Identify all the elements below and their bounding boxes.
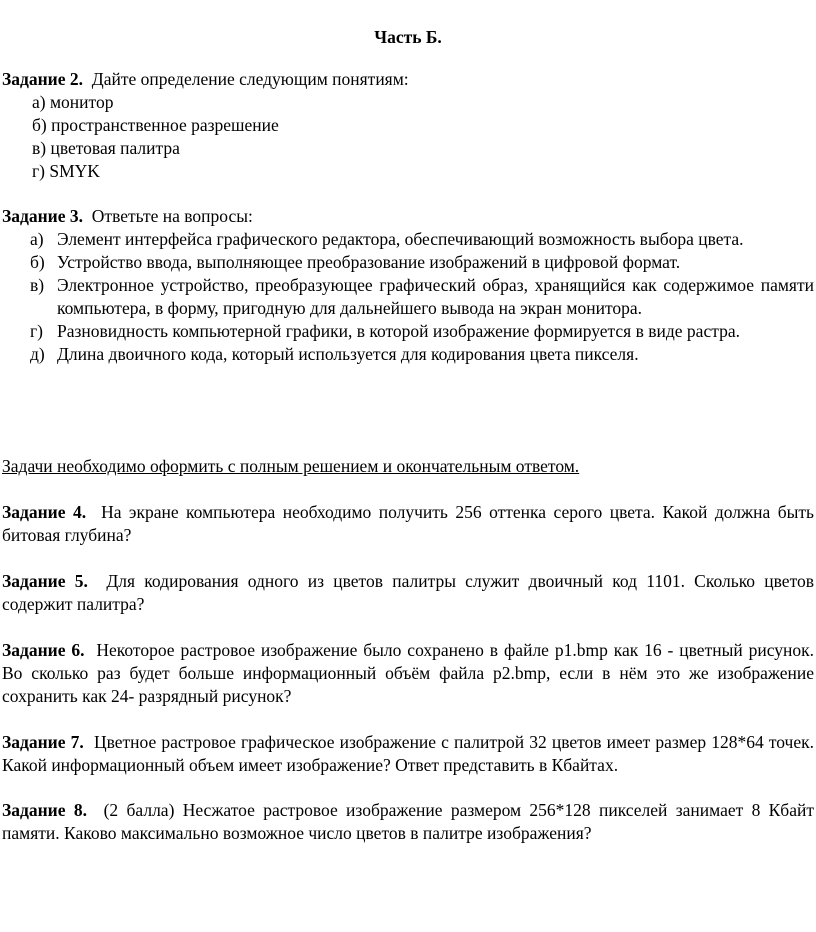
task-3-item-letter: б) [30,252,45,272]
task-7-text: Цветное растровое графическое изображение с палитрой 32 цветов имеет размер 128*64 точек. Какой информационный объем имеет изображение? Ответ представить в Кбайтах. [2,732,814,775]
task-3-item-letter: г) [30,321,44,341]
task-2-text: Дайте определение следующим понятиям: [91,69,409,89]
task-3-item-text: Устройство ввода, выполняющее преобразование изображений в цифровой формат. [57,252,681,272]
task-8-label: Задание 8. [2,800,87,820]
task-2 [2,68,814,183]
instructions-note: Задачи необходимо оформить с полным решением и окончательным ответом. [2,456,580,476]
task-3-item-text: Разновидность компьютерной графики, в которой изображение формируется в виде растра. [57,321,740,341]
task-2-item: б) пространственное разрешение [32,115,279,135]
task-8 [2,799,814,845]
task-3 [2,205,814,366]
task-3-item [2,251,814,274]
task-5-label: Задание 5. [2,571,88,591]
task-2-item: г) SMYK [32,161,100,181]
task-6-text: Некоторое растровое изображение было сохранено в файле p1.bmp как 16 - цветный рисунок. Во сколько раз будет больше информационный объём файла p2.bmp, если в нём это же изображение сохранить как 24- разрядный рисунок? [2,640,814,706]
task-3-heading [2,205,814,228]
task-3-item [2,228,814,251]
task-5 [2,570,814,616]
task-3-label: Задание 3. [2,206,84,226]
task-6-label: Задание 6. [2,640,85,660]
task-3-item-letter: а) [30,229,44,249]
task-2-label: Задание 2. [2,69,84,89]
task-6 [2,639,814,708]
task-3-item [2,320,814,343]
task-7-label: Задание 7. [2,732,84,752]
task-7 [2,731,814,777]
task-4-text: На экране компьютера необходимо получить 256 оттенка серого цвета. Какой должна быть битовая глубина? [2,502,815,545]
task-3-text: Ответьте на вопросы: [91,206,253,226]
task-8-text: (2 балла) Несжатое растровое изображение размером 256*128 пикселей занимает 8 Кбайт памяти. Каково максимально возможное число цветов в палитре изображения? [2,800,814,843]
task-2-item: в) цветовая палитра [32,138,180,158]
task-3-item [2,343,814,366]
task-4 [2,501,814,547]
task-3-item-text: Элемент интерфейса графического редактора, обеспечивающий возможность выбора цвета. [57,229,744,249]
section-title: Часть Б. [374,27,442,47]
task-5-text: Для кодирования одного из цветов палитры служит двоичный код 1101. Сколько цветов содержит палитра? [2,571,815,614]
task-3-item-letter: в) [30,275,45,295]
task-3-item [2,274,814,320]
task-3-item-text: Длина двоичного кода, который используется для кодирования цвета пикселя. [57,344,639,364]
task-2-heading [2,68,814,91]
task-3-item-text: Электронное устройство, преобразующее графический образ, хранящийся как содержимое памяти компьютера, в форму, пригодную для дальнейшего вывода на экран монитора. [57,275,814,318]
task-4-label: Задание 4. [2,502,87,522]
task-2-item: а) монитор [32,92,114,112]
task-3-item-letter: д) [30,344,45,364]
